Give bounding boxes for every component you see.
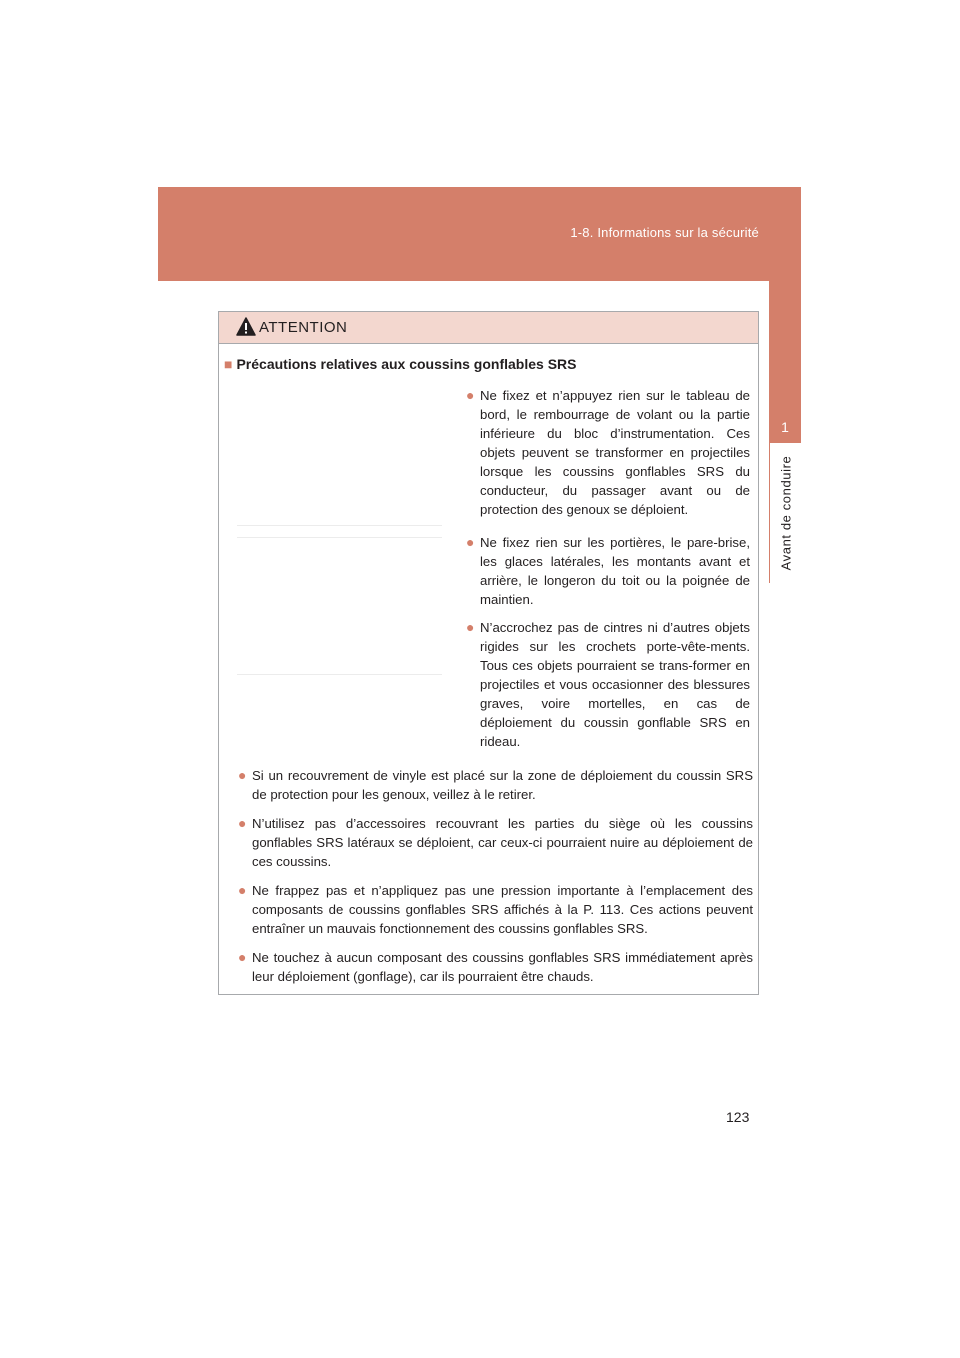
warning-title: ATTENTION xyxy=(259,319,348,336)
chapter-number: 1 xyxy=(781,419,789,435)
list-item-text: Ne fixez et n’appuyez rien sur le tableau de bord, le rembourrage de volant ou la partie inférieure du bloc d’instrumentation. Ces objets peuvent se transformer en projectiles lorsque les coussins gonflables SRS du conducteur, du passager avant ou de protection des genoux se déploient. xyxy=(480,388,750,517)
bullet-dot-icon: ● xyxy=(466,534,475,550)
section-title: 1-8. Informations sur la sécurité xyxy=(570,225,759,240)
bullet-dot-icon: ● xyxy=(466,619,475,635)
list-item xyxy=(238,766,753,804)
list-item xyxy=(238,948,753,986)
bullet-dot-icon: ● xyxy=(466,387,475,403)
list-item xyxy=(238,881,753,938)
list-item-text: N’utilisez pas d’accessoires recouvrant les parties du siège où les coussins gonflables SRS latéraux se déploient, car ceux-ci pourraient nuire au déploiement de ces coussins. xyxy=(252,816,753,869)
page-number: 123 xyxy=(726,1109,750,1125)
header-band xyxy=(158,187,801,281)
bullet-dot-icon: ● xyxy=(238,815,247,831)
illustration-placeholder xyxy=(237,387,442,677)
illustration-rule xyxy=(237,674,442,675)
illustration-rule xyxy=(237,525,442,526)
warning-subheading-text: Précautions relatives aux coussins gonflables SRS xyxy=(236,356,577,372)
square-bullet-icon: ■ xyxy=(224,356,233,372)
list-item-text: Si un recouvrement de vinyle est placé sur la zone de déploiement du coussin SRS de protection pour les genoux, veillez à le retirer. xyxy=(252,768,753,802)
list-item xyxy=(238,814,753,871)
warning-subheading xyxy=(224,356,576,372)
bullet-dot-icon: ● xyxy=(238,949,247,965)
warning-triangle-icon xyxy=(236,317,256,337)
list-item xyxy=(466,386,750,519)
bullet-dot-icon: ● xyxy=(238,767,247,783)
chapter-divider xyxy=(769,443,770,583)
list-item-text: Ne frappez pas et n’appliquez pas une pression importante à l’emplacement des composants de coussins gonflables SRS affichés à la P. 113. Ces actions peuvent entraîner un mauvais fonctionnement des coussins gonflables SRS. xyxy=(252,883,753,936)
list-item-text: Ne fixez rien sur les portières, le pare-brise, les glaces latérales, les montants avant et arrière, le longeron du toit ou la poignée de maintien. xyxy=(480,535,750,607)
illustration-rule xyxy=(237,537,442,538)
list-item xyxy=(466,533,750,609)
bullet-dot-icon: ● xyxy=(238,882,247,898)
list-item-text: Ne touchez à aucun composant des coussins gonflables SRS immédiatement après leur déploiement (gonflage), car ils pourraient être chauds. xyxy=(252,950,753,984)
chapter-label: Avant de conduire xyxy=(778,455,794,571)
list-item xyxy=(466,618,750,751)
warning-header xyxy=(219,312,758,344)
warning-box xyxy=(218,311,759,995)
list-item-text: N’accrochez pas de cintres ni d’autres objets rigides sur les crochets porte-vête-ments. Tous ces objets pourraient se trans-former en projectiles et vous occasionner des blessures graves, voire mortelles, en cas de déploiement du coussin gonflable SRS en rideau. xyxy=(480,620,750,749)
chapter-tab xyxy=(769,281,801,443)
